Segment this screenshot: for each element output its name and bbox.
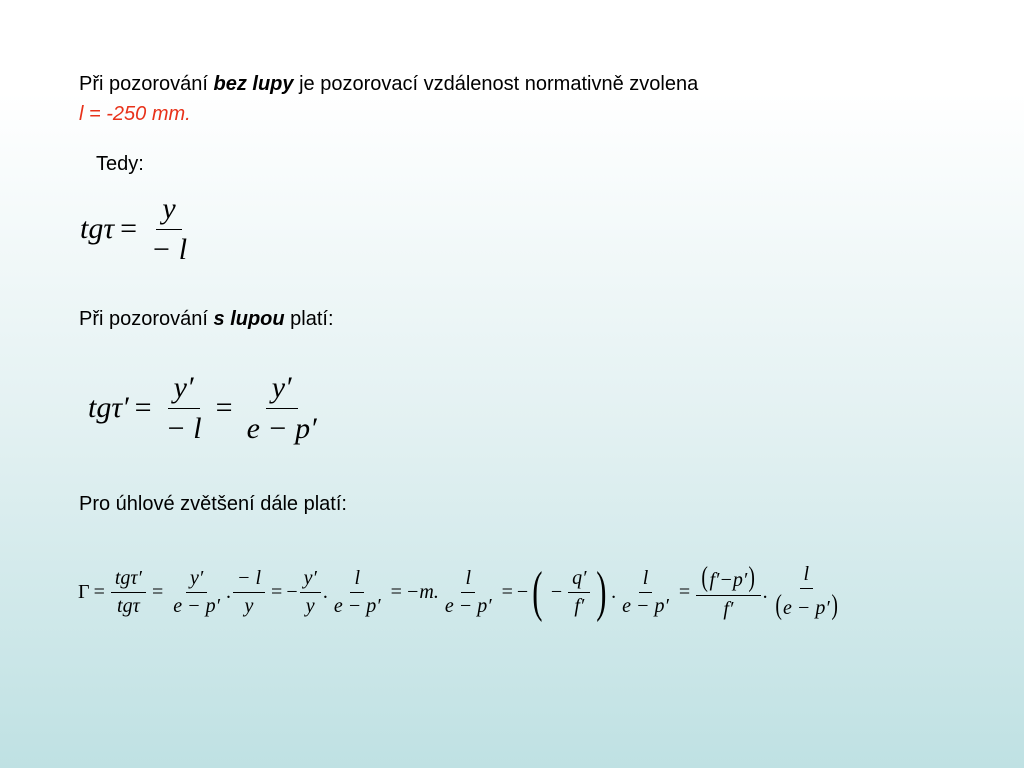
eq3-fraction-10 bbox=[770, 564, 843, 620]
eq2-equals-1: = bbox=[134, 391, 152, 424]
eq3-f3-denominator: y bbox=[244, 594, 254, 617]
intro-emphasis: bez lupy bbox=[213, 73, 294, 95]
eq1-lhs: tgτ bbox=[80, 212, 115, 245]
eq2-lhs: tgτ′ bbox=[88, 391, 129, 424]
eq3-f9-denominator: f′ bbox=[723, 598, 734, 620]
eq3-equals-4: = bbox=[390, 580, 402, 603]
eq2-f2-denominator: e − p′ bbox=[246, 411, 317, 445]
s-lupou-text-2: platí: bbox=[284, 308, 334, 330]
eq3-f6-numerator: l bbox=[461, 568, 475, 593]
eq3-f2-denominator: e − p′ bbox=[173, 594, 220, 617]
eq3-dot-1: . bbox=[225, 580, 231, 603]
eq3-f6-denominator: e − p′ bbox=[444, 594, 492, 617]
eq3-fraction-8 bbox=[618, 568, 673, 617]
eq3-f9-rparen: ) bbox=[748, 562, 756, 593]
equation-tan-tau bbox=[80, 193, 195, 265]
distance-value: l = -250 mm. bbox=[79, 103, 191, 125]
eq3-dot-2: . bbox=[322, 580, 328, 603]
eq3-f10-denominator-inner: e − p′ bbox=[782, 597, 830, 619]
eq3-fraction-6 bbox=[441, 568, 496, 617]
eq2-f1-numerator: y′ bbox=[168, 372, 200, 409]
eq3-f3-numerator: − l bbox=[233, 568, 265, 593]
eq3-f10-rparen: ) bbox=[831, 590, 838, 621]
eq3-minus-2: − bbox=[516, 580, 529, 603]
eq1-fraction bbox=[145, 193, 193, 265]
eq3-equals-1: = bbox=[93, 580, 105, 603]
eq3-minus-3: − bbox=[550, 580, 563, 603]
eq3-f9-numerator bbox=[696, 564, 760, 596]
eq3-equals-5: = bbox=[501, 580, 513, 603]
equation-tan-tau-prime bbox=[88, 372, 325, 444]
eq3-fraction-9 bbox=[696, 564, 760, 620]
eq2-equals-2: = bbox=[215, 391, 233, 424]
eq3-equals-3: = bbox=[271, 580, 283, 603]
eq3-f4-denominator: y bbox=[305, 594, 315, 617]
eq3-left-paren: ( bbox=[532, 561, 543, 623]
eq1-denominator: − l bbox=[151, 232, 188, 266]
s-lupou-emphasis: s lupou bbox=[213, 308, 285, 330]
s-lupou-text-1: Při pozorování bbox=[79, 308, 214, 330]
eq3-f8-denominator: e − p′ bbox=[622, 594, 669, 617]
eq3-f9-numerator-inner: f′−p′ bbox=[709, 569, 748, 591]
eq3-f2-numerator: y′ bbox=[186, 568, 207, 593]
eq3-f5-numerator: l bbox=[350, 568, 364, 593]
eq3-f8-numerator: l bbox=[639, 568, 653, 593]
uhlove-line: Pro úhlové zvětšení dále platí: bbox=[79, 493, 347, 515]
eq2-f1-denominator: − l bbox=[165, 411, 202, 445]
eq3-f10-denominator bbox=[770, 589, 843, 620]
eq3-f10-lparen: ( bbox=[775, 590, 782, 621]
eq3-fraction-2 bbox=[169, 568, 224, 617]
eq3-f9-lparen: ( bbox=[701, 562, 709, 593]
eq2-fraction-2 bbox=[241, 372, 323, 444]
eq3-fraction-1 bbox=[111, 568, 146, 617]
eq3-gamma: Γ bbox=[78, 580, 90, 603]
eq3-fraction-7 bbox=[568, 568, 590, 617]
eq3-equals-2: = bbox=[151, 580, 164, 603]
eq3-dot-4: . bbox=[762, 580, 768, 603]
eq3-f5-denominator: e − p′ bbox=[333, 594, 381, 617]
eq3-f1-numerator: tgτ′ bbox=[111, 568, 146, 593]
eq3-fraction-4 bbox=[300, 568, 321, 617]
eq3-minus-m: −m. bbox=[405, 580, 439, 603]
eq3-minus-1: − bbox=[286, 580, 298, 603]
eq1-numerator: y bbox=[156, 193, 181, 230]
eq3-fraction-5 bbox=[330, 568, 385, 617]
eq3-f7-numerator: q′ bbox=[568, 568, 590, 593]
eq1-equals: = bbox=[120, 212, 137, 245]
tedy-label: Tedy: bbox=[96, 153, 144, 175]
eq2-fraction-1 bbox=[160, 372, 208, 444]
equation-angular-magnification bbox=[78, 561, 845, 623]
eq2-f2-numerator: y′ bbox=[266, 372, 298, 409]
eq3-f10-numerator: l bbox=[800, 564, 814, 589]
intro-text-2: je pozorovací vzdálenost normativně zvolena bbox=[293, 73, 699, 95]
eq3-f7-denominator: f′ bbox=[574, 594, 585, 617]
eq3-equals-6: = bbox=[678, 580, 691, 603]
intro-line bbox=[79, 72, 698, 96]
s-lupou-line bbox=[79, 307, 334, 331]
eq3-dot-3: . bbox=[611, 580, 617, 603]
eq3-f1-denominator: tgτ bbox=[117, 594, 140, 617]
eq3-f4-numerator: y′ bbox=[300, 568, 321, 593]
eq3-right-paren: ) bbox=[596, 561, 607, 623]
eq3-fraction-3 bbox=[233, 568, 265, 617]
intro-text-1: Při pozorování bbox=[79, 73, 214, 95]
